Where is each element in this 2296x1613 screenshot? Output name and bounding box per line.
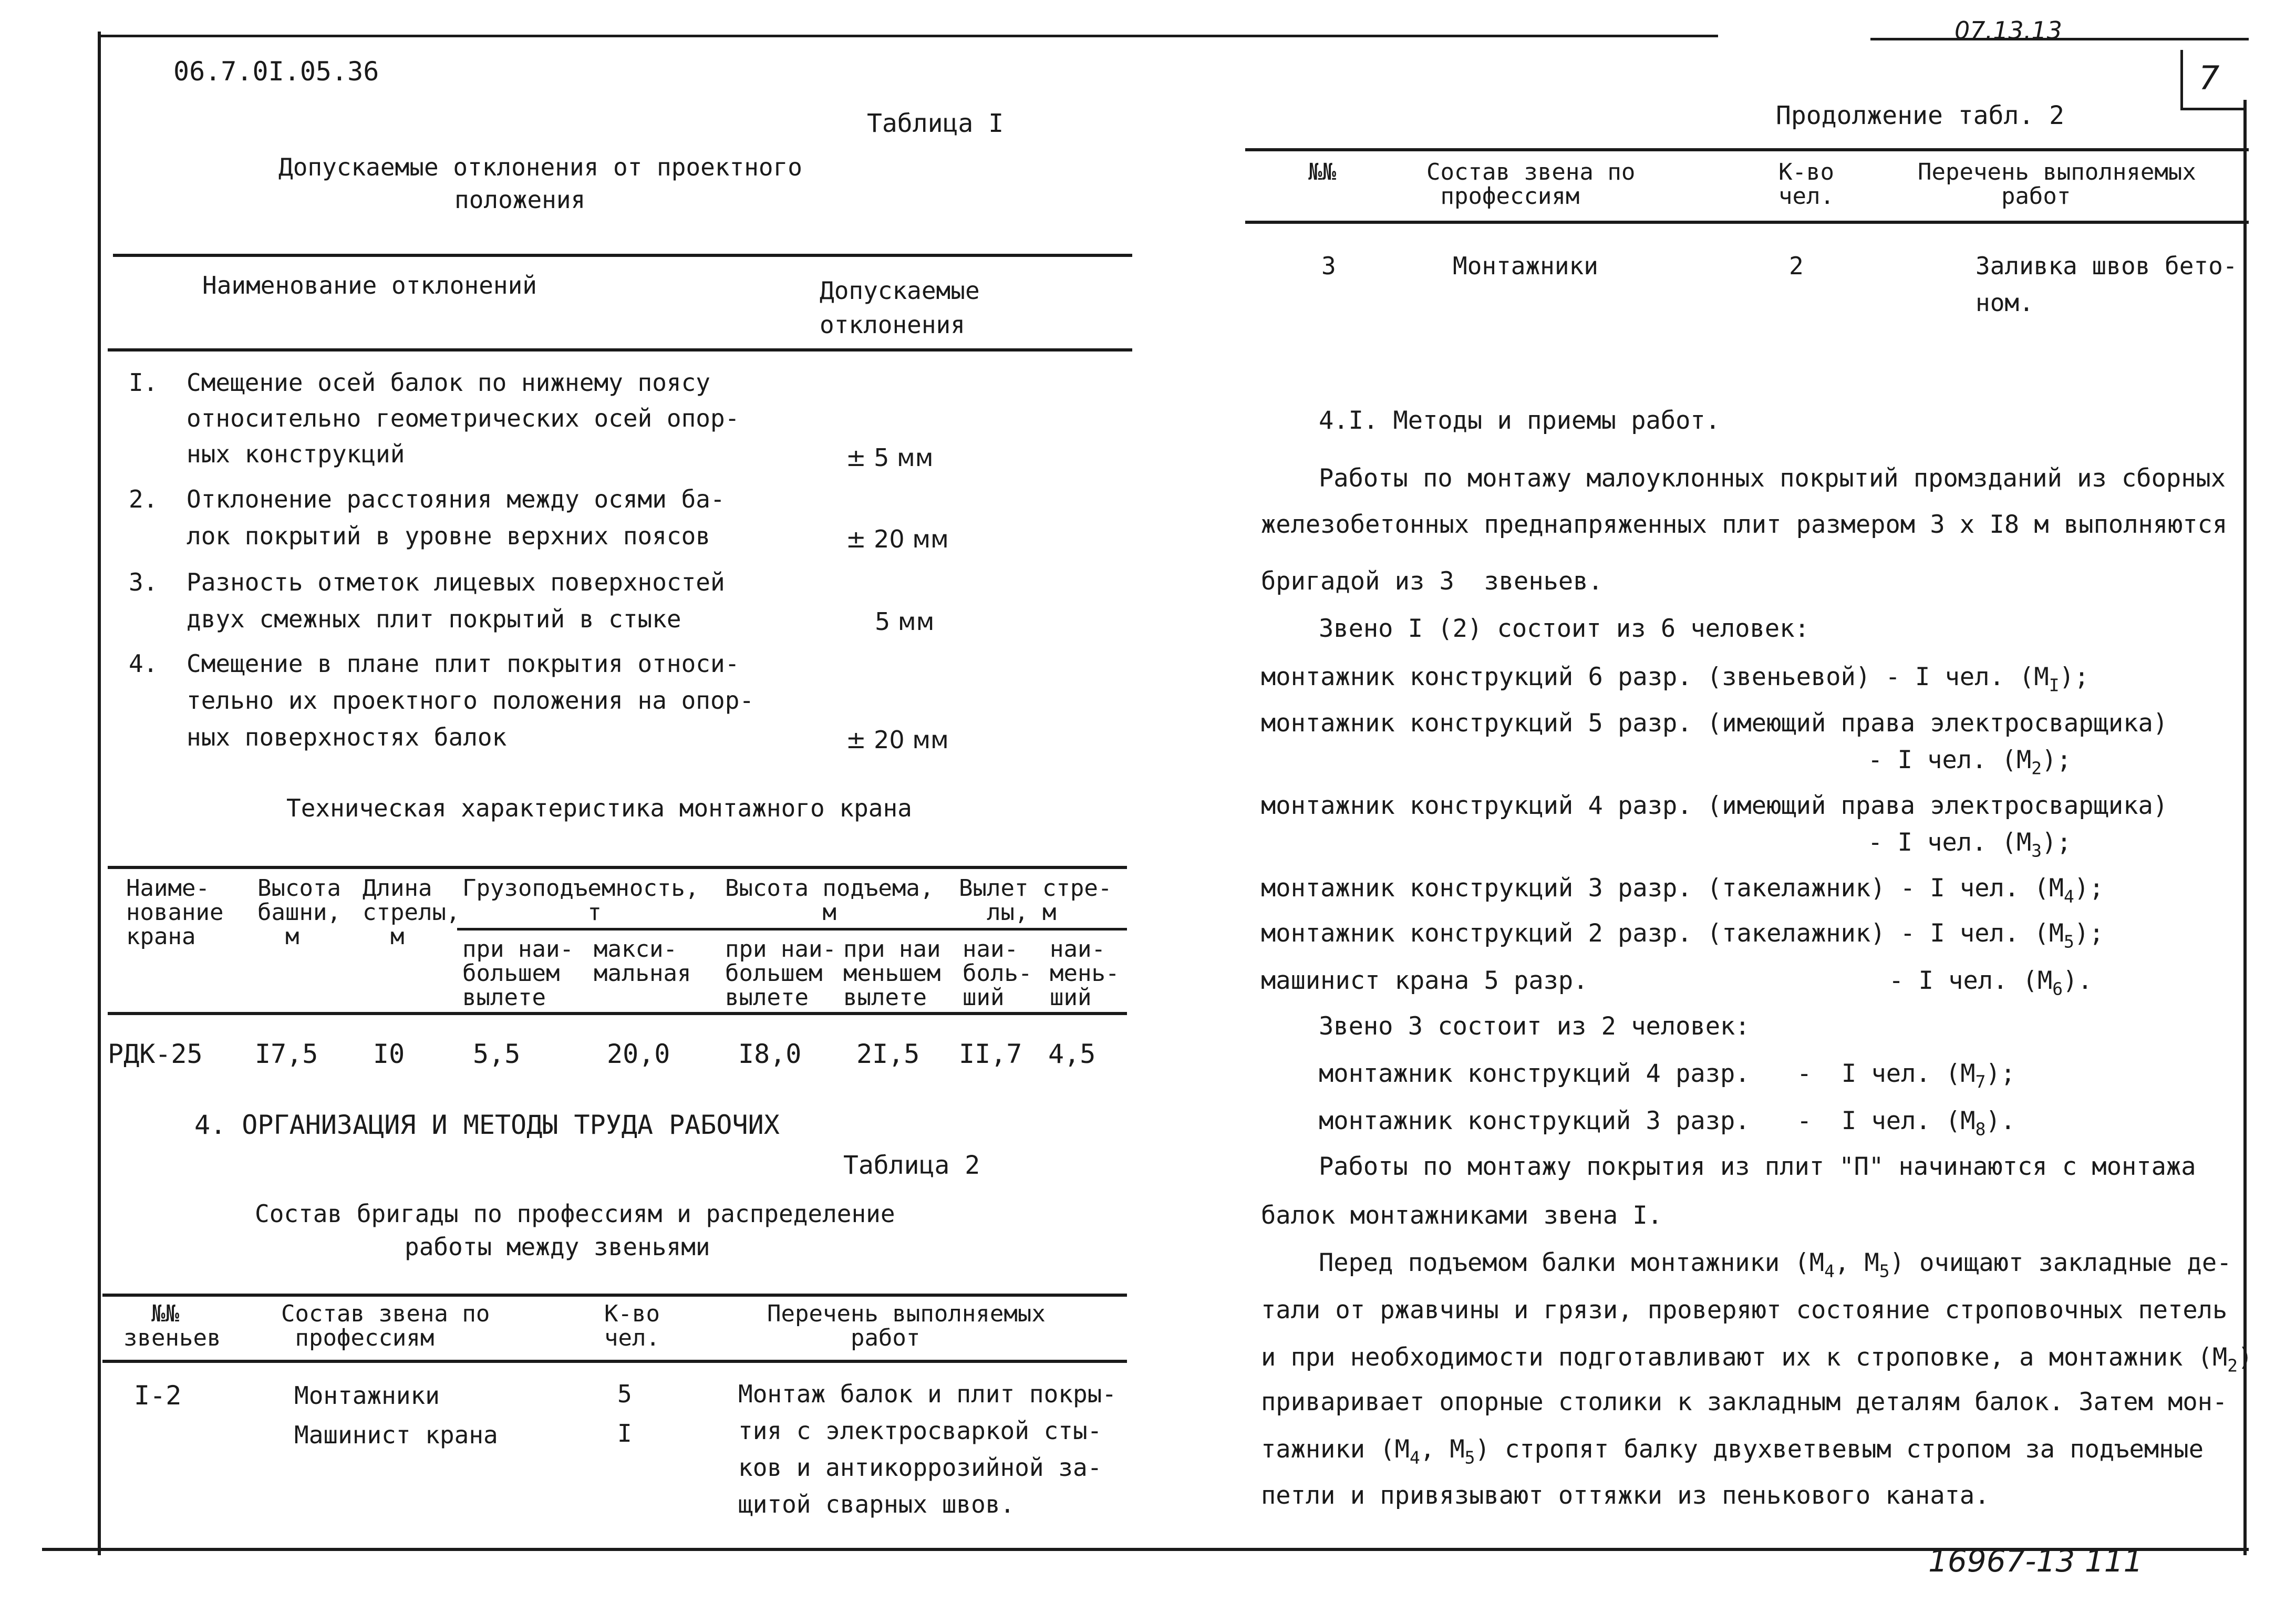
worker-line: монтажник конструкций 2 разр. (такелажник) - I чел. $(М_5)$; xyxy=(1261,919,2104,952)
table2-cont-caption: Продолжение табл. 2 xyxy=(1776,101,2065,130)
methods-p2-l1: Работы по монтажу покрытия из плит "П" начинаются с монтажа xyxy=(1319,1152,2196,1181)
crane-cell: 2I,5 xyxy=(856,1039,920,1069)
worker-line: - I чел. $(М_8)$. xyxy=(1797,1107,2015,1140)
table1-row-text: ных поверхностях балок xyxy=(187,723,507,751)
methods-p1-l1: Работы по монтажу малоуклонных покрытий промзданий из сборных xyxy=(1319,464,2226,493)
methods-p1-l2: железобетонных преднапряженных плит размером 3 х I8 м выполняются xyxy=(1261,510,2228,539)
table2-row-work: ков и антикоррозийной за- xyxy=(738,1453,1102,1482)
table2-cont-top-rule xyxy=(1245,148,2249,151)
table1-caption: Таблица I xyxy=(867,109,1004,138)
table2-cont-head-qty: К-во чел. xyxy=(1778,159,1834,210)
worker-line: монтажник конструкций 3 разр. (такелажник) - I чел. $(М_4)$; xyxy=(1261,874,2104,907)
table1-row-value: 5 мм xyxy=(875,607,935,636)
crane-cell: I8,0 xyxy=(738,1039,802,1069)
crane-cell: 20,0 xyxy=(607,1039,670,1069)
table1-row-num: 2. xyxy=(129,485,158,513)
table2-cont-head-num: №№ xyxy=(1308,159,1336,185)
table1-row-value: ± 20 мм xyxy=(846,726,949,754)
table2-top-rule xyxy=(102,1294,1127,1297)
table2-row-qty: 5 xyxy=(617,1380,632,1408)
table1-title-line2: положения xyxy=(454,185,586,214)
table1-row-num: 4. xyxy=(129,649,158,678)
table2-caption: Таблица 2 xyxy=(843,1151,980,1180)
table1-row-text: ных конструкций xyxy=(187,440,405,468)
crane-sub-reach-max: наи- боль- ший xyxy=(963,936,1032,1011)
crane-sub-load-max: макси- мальная xyxy=(594,936,691,987)
crane-head-reach: Вылет стре- лы, м xyxy=(959,875,1112,926)
worker-line: монтажник конструкций 3 разр. xyxy=(1319,1107,1750,1135)
bottom-stamp: 16967-13 111 xyxy=(1928,1543,2143,1579)
table1-col-name: Наименование отклонений xyxy=(202,271,537,299)
crane-sub-reach-min: наи- мень- ший xyxy=(1050,936,1120,1011)
table1-row-text: относительно геометрических осей опор- xyxy=(187,404,740,432)
table1-col-tol-2: отклонения xyxy=(820,311,965,339)
table2-title-2: работы между звеньями xyxy=(405,1233,710,1261)
table1-header-rule xyxy=(108,348,1132,351)
crane-cell: I7,5 xyxy=(255,1039,318,1069)
table1-row-text: лок покрытий в уровне верхних поясов xyxy=(187,522,710,550)
worker-line: монтажник конструкций 5 разр. (имеющий права электросварщика) xyxy=(1261,709,2168,738)
table2-header-rule xyxy=(102,1360,1127,1363)
table2-cont-row-work: ном. xyxy=(1976,288,2034,317)
crane-cell: 4,5 xyxy=(1048,1039,1096,1069)
crane-cell: I0 xyxy=(373,1039,405,1069)
doc-code: 06.7.0I.05.36 xyxy=(173,56,379,87)
frame-right-line xyxy=(2243,100,2247,1555)
table1-row-text: Разность отметок лицевых поверхностей xyxy=(187,568,725,596)
frame-bottom-line xyxy=(42,1548,2249,1551)
worker-line: - I чел. $(М_7)$; xyxy=(1797,1059,2015,1092)
table2-cont-row-comp: Монтажники xyxy=(1453,252,1598,280)
table2-head-qty: К-во чел. xyxy=(604,1300,660,1352)
table2-head-num: №№ звеньев xyxy=(123,1300,221,1352)
table2-cont-row-work: Заливка швов бето- xyxy=(1976,252,2238,280)
table2-head-work: Перечень выполняемых работ xyxy=(767,1300,1046,1352)
frame-left-line xyxy=(98,32,101,1555)
methods-p1-l3: бригадой из 3 звеньев. xyxy=(1261,567,1603,596)
table1-row-value: ± 5 мм xyxy=(846,443,934,472)
table1-row-text: Смещение осей балок по нижнему поясу xyxy=(187,368,710,397)
frame-top-line xyxy=(100,35,1718,37)
crane-sub-load-reach: при наи- большем вылете xyxy=(462,936,574,1011)
table1-row-text: Отклонение расстояния между осями ба- xyxy=(187,485,725,513)
crane-subhead-rule xyxy=(457,928,1127,930)
methods-p3-l3: и при необходимости подготавливают их к строповке, а монтажник $(М_2)$ xyxy=(1261,1343,2253,1376)
methods-p3-l1: Перед подъемом балки монтажники ($М_4$, $М_5$) очищают закладные де- xyxy=(1319,1248,2232,1281)
crane-cell: 5,5 xyxy=(473,1039,521,1069)
crane-sub-lift-max: при наи- большем вылете xyxy=(725,936,836,1011)
table1-row-text: Смещение в плане плит покрытия относи- xyxy=(187,649,740,678)
table1-row-text: двух смежных плит покрытий в стыке xyxy=(187,605,681,633)
methods-heading: 4.I. Методы и приемы работ. xyxy=(1319,406,1721,435)
table1-col-tol-1: Допускаемые xyxy=(820,276,980,305)
table2-head-comp: Состав звена по профессиям xyxy=(281,1300,490,1352)
table2-cont-head-comp: Состав звена по профессиям xyxy=(1426,159,1636,210)
methods-p3-l2: тали от ржавчины и грязи, проверяют состояние строповочных петель xyxy=(1261,1296,2228,1325)
worker-line: монтажник конструкций 4 разр. (имеющий права электросварщика) xyxy=(1261,791,2168,820)
crane-top-rule xyxy=(108,866,1127,869)
crane-title: Техническая характеристика монтажного крана xyxy=(286,794,912,822)
worker-line: монтажник конструкций 6 разр. (звеньевой) - I чел. $(М_I)$; xyxy=(1261,663,2090,696)
table2-cont-row-num: 3 xyxy=(1321,252,1336,280)
table2-title-1: Состав бригады по профессиям и распределение xyxy=(255,1200,895,1228)
table2-cont-row-qty: 2 xyxy=(1789,252,1804,280)
methods-zveno3: Звено 3 состоит из 2 человек: xyxy=(1319,1012,1750,1041)
methods-zveno1: Звено I (2) состоит из 6 человек: xyxy=(1319,614,1809,643)
table2-row-num: I-2 xyxy=(134,1380,182,1411)
methods-p3-l6: петли и привязывают оттяжки из пенькового каната. xyxy=(1261,1481,1990,1510)
table1-top-rule xyxy=(113,254,1132,257)
crane-head-lift: Высота подъема, м xyxy=(725,875,934,926)
table2-row-comp: Монтажники xyxy=(294,1381,440,1410)
methods-p3-l5: тажники ($М_4$, $М_5$) стропят балку двухветвевым стропом за подъемные xyxy=(1261,1435,2204,1468)
table2-row-work: щитой сварных швов. xyxy=(738,1490,1015,1518)
table2-cont-header-rule xyxy=(1245,221,2249,224)
worker-line: монтажник конструкций 4 разр. xyxy=(1319,1059,1750,1088)
table1-row-text: тельно их проектного положения на опор- xyxy=(187,686,754,715)
stamp-top: 07.13.13 xyxy=(1954,16,2062,45)
crane-sub-lift-min: при наи меньшем вылете xyxy=(843,936,941,1011)
crane-head-name: Наиме- нование крана xyxy=(126,875,224,950)
crane-head-load: Грузоподъемность, т xyxy=(462,875,699,926)
crane-head-height: Высота башни, м xyxy=(257,875,341,950)
crane-cell: II,7 xyxy=(959,1039,1022,1069)
crane-head-boom: Длина стрелы, м xyxy=(363,875,460,950)
page-number: 7 xyxy=(2199,59,2220,97)
worker-line: - I чел. $(М_3)$; xyxy=(1868,828,2072,861)
table2-cont-head-work: Перечень выполняемых работ xyxy=(1918,159,2196,210)
table1-title-line1: Допускаемые отклонения от проектного xyxy=(278,153,802,181)
worker-line: машинист крана 5 разр. xyxy=(1261,966,1588,995)
methods-p2-l2: балок монтажниками звена I. xyxy=(1261,1201,1663,1230)
table1-row-num: 3. xyxy=(129,568,158,596)
table2-row-work: Монтаж балок и плит покры- xyxy=(738,1380,1117,1408)
methods-p3-l4: приваривает опорные столики к закладным деталям балок. Затем мон- xyxy=(1261,1388,2228,1416)
table2-row-qty: I xyxy=(617,1419,632,1447)
table2-row-comp: Машинист крана xyxy=(294,1421,498,1449)
table2-row-work: тия с электросваркой сты- xyxy=(738,1416,1102,1445)
table1-row-num: I. xyxy=(129,368,158,397)
worker-line: - I чел. $(М_6)$. xyxy=(1889,966,2093,999)
crane-cell: РДК-25 xyxy=(108,1039,203,1069)
table1-row-value: ± 20 мм xyxy=(846,525,949,553)
section4-heading: 4. ОРГАНИЗАЦИЯ И МЕТОДЫ ТРУДА РАБОЧИХ xyxy=(194,1110,780,1140)
crane-header-rule xyxy=(108,1012,1127,1015)
worker-line: - I чел. $(М_2)$; xyxy=(1868,746,2072,779)
